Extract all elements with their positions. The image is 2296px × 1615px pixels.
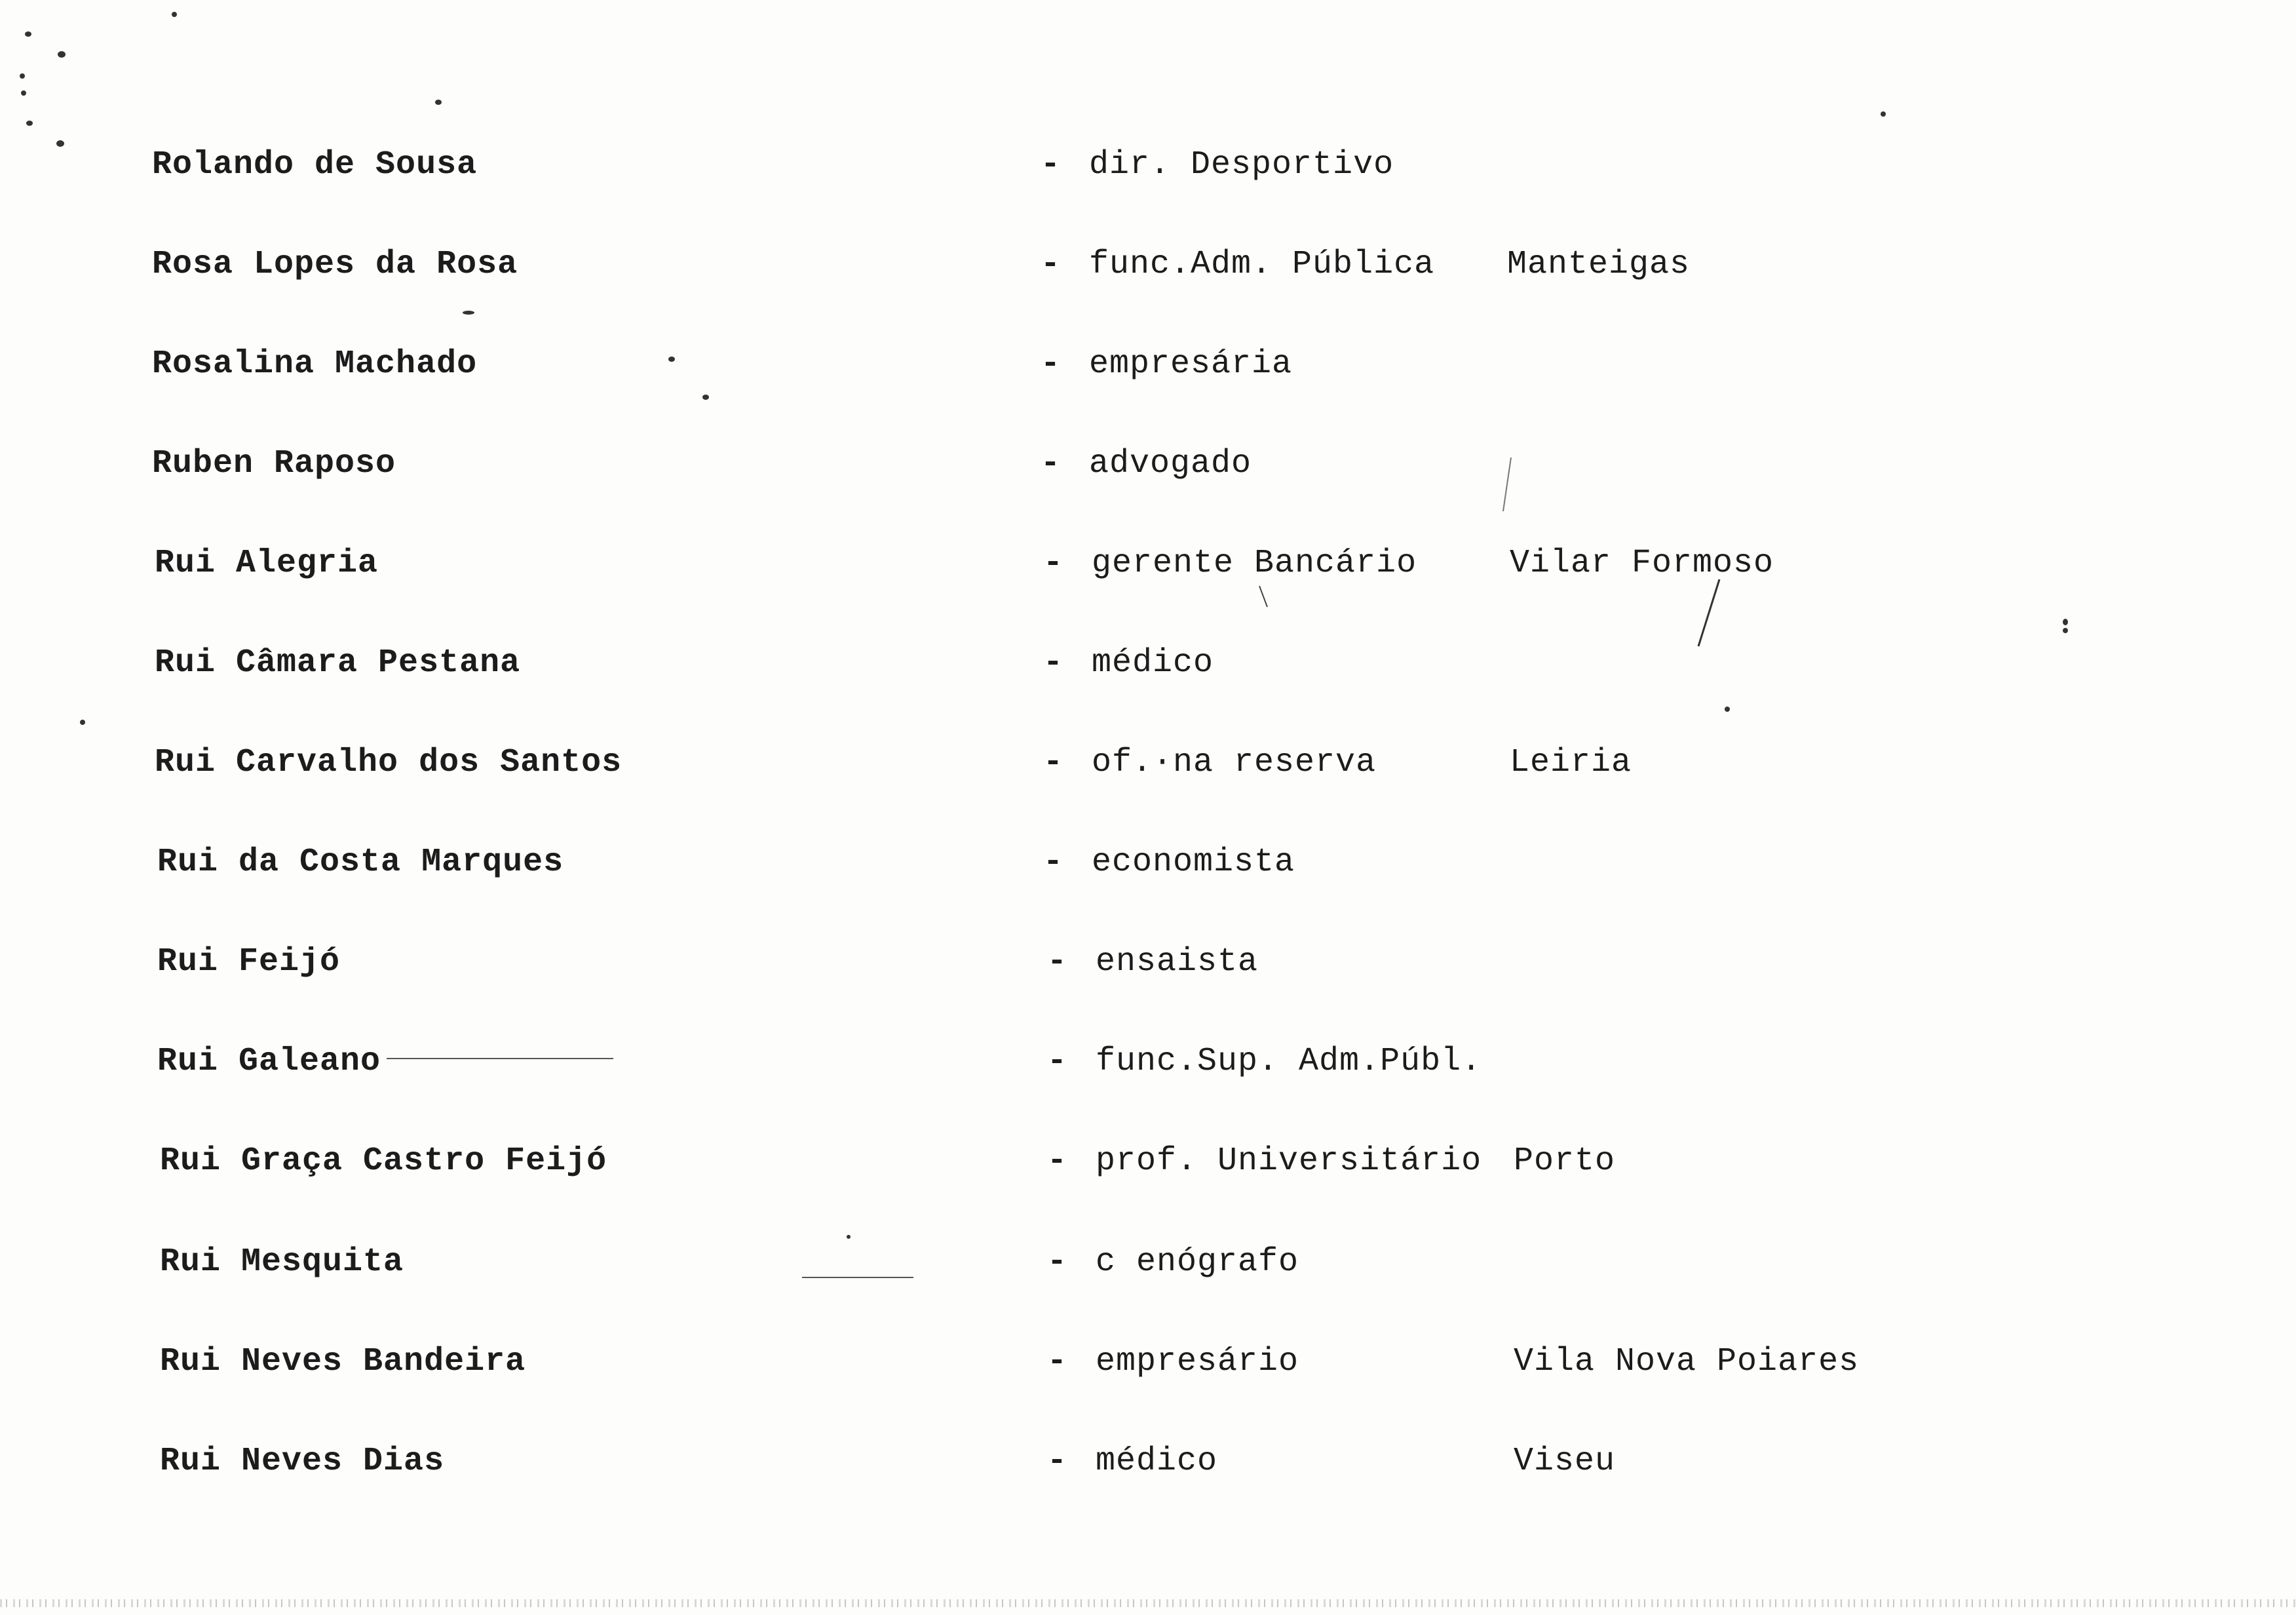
list-item	[0, 644, 2296, 722]
scan-speck	[1725, 707, 1730, 712]
entry-dash: -	[1043, 744, 1064, 781]
entry-name: Rui Neves Dias	[160, 1443, 445, 1480]
entry-occupation: c enógrafo	[1096, 1243, 1299, 1281]
entry-place: Manteigas	[1507, 246, 1691, 283]
list-item	[0, 245, 2296, 324]
entry-dash: -	[1047, 1142, 1068, 1180]
scan-speck	[25, 31, 31, 37]
entry-name: Rui Carvalho dos Santos	[155, 744, 622, 781]
entry-occupation: ensaista	[1096, 943, 1259, 981]
entry-occupation: empresário	[1096, 1343, 1299, 1380]
stray-line	[802, 1277, 913, 1278]
pen-stroke-icon	[1257, 583, 1270, 610]
scan-speck	[1881, 111, 1886, 117]
list-item	[0, 1142, 2296, 1220]
scan-speck	[58, 51, 66, 58]
entry-name: Rui Graça Castro Feijó	[160, 1142, 607, 1180]
list-item	[0, 345, 2296, 423]
entry-name: Rosa Lopes da Rosa	[152, 246, 518, 283]
entry-occupation: médico	[1092, 644, 1214, 682]
scan-speck	[668, 357, 675, 362]
entry-dash: -	[1041, 445, 1062, 482]
entry-occupation: func.Sup. Adm.Públ.	[1096, 1043, 1482, 1080]
entry-name: Rui Galeano	[157, 1043, 381, 1080]
entry-place: Viseu	[1514, 1443, 1616, 1480]
scan-speck	[80, 720, 85, 725]
entry-dash: -	[1047, 1243, 1068, 1281]
pen-stroke-icon	[1501, 455, 1514, 514]
pen-stroke-icon	[1696, 577, 1722, 649]
entry-name: Rui Alegria	[155, 545, 379, 582]
list-item	[0, 743, 2296, 822]
entry-occupation: dir. Desportivo	[1089, 146, 1394, 184]
scan-speck	[2063, 619, 2068, 625]
scan-speck	[847, 1235, 851, 1239]
entry-place: Leiria	[1510, 744, 1632, 781]
entry-place: Porto	[1514, 1142, 1616, 1180]
entry-name: Rui da Costa Marques	[157, 844, 564, 881]
scan-speck	[463, 311, 474, 315]
entry-name: Rosalina Machado	[152, 345, 478, 383]
scan-speck	[21, 90, 26, 96]
scan-speck	[26, 121, 33, 126]
entry-occupation: economista	[1092, 844, 1295, 881]
list-item	[0, 1243, 2296, 1321]
list-item	[0, 943, 2296, 1021]
scan-speck	[435, 100, 442, 105]
entry-dash: -	[1047, 1443, 1068, 1480]
scan-speck	[702, 395, 709, 400]
entry-occupation: func.Adm. Pública	[1089, 246, 1435, 283]
entry-dash: -	[1041, 345, 1062, 383]
entry-dash: -	[1041, 146, 1062, 184]
entry-name: Rui Mesquita	[160, 1243, 404, 1281]
entry-dash: -	[1041, 246, 1062, 283]
entry-place: Vilar Formoso	[1510, 545, 1774, 582]
entry-dash: -	[1047, 943, 1068, 981]
entry-dash: -	[1043, 644, 1064, 682]
scan-speck	[2063, 628, 2068, 633]
entry-dash: -	[1047, 1343, 1068, 1380]
entry-occupation: gerente Bancário	[1092, 545, 1417, 582]
entry-occupation: médico	[1096, 1443, 1218, 1480]
entry-name: Rui Feijó	[157, 943, 341, 981]
entry-dash: -	[1047, 1043, 1068, 1080]
scan-speck	[172, 12, 177, 17]
scan-edge-noise	[0, 1599, 2296, 1607]
entry-dash: -	[1043, 545, 1064, 582]
entry-occupation: prof. Universitário	[1096, 1142, 1482, 1180]
entry-occupation: of.·na reserva	[1092, 744, 1377, 781]
entry-name: Rolando de Sousa	[152, 146, 478, 184]
entry-place: Vila Nova Poiares	[1514, 1343, 1860, 1380]
entry-name: Rui Neves Bandeira	[160, 1343, 526, 1380]
entry-name: Ruben Raposo	[152, 445, 396, 482]
list-item	[0, 146, 2296, 224]
entry-occupation: empresária	[1089, 345, 1293, 383]
list-item	[0, 843, 2296, 922]
list-item	[0, 1342, 2296, 1421]
list-item	[0, 1042, 2296, 1121]
list-item	[0, 544, 2296, 623]
scan-speck	[20, 73, 25, 79]
scan-speck	[56, 140, 64, 147]
entry-dash: -	[1043, 844, 1064, 881]
list-item	[0, 444, 2296, 523]
list-item	[0, 1442, 2296, 1521]
stray-line	[387, 1058, 613, 1059]
entry-name: Rui Câmara Pestana	[155, 644, 521, 682]
entry-occupation: advogado	[1089, 445, 1252, 482]
